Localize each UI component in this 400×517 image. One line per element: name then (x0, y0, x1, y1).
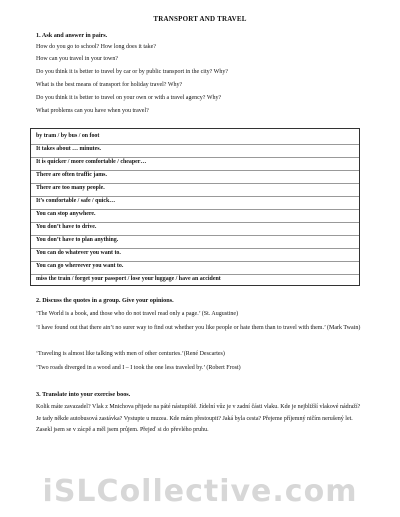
page-title: TRANSPORT AND TRAVEL (153, 15, 247, 23)
phrase-item: You don’t have to plan anything. (36, 237, 119, 243)
quote-3: ‘Traveling is almost like talking with men of other centuries.’(René Descartes) (36, 351, 225, 357)
phrase-item: It takes about … minutes. (36, 146, 101, 152)
phrases-box (30, 128, 360, 286)
question-5: Do you think it is better to travel on your own or with a travel agency? Why? (36, 95, 222, 101)
translation-text: Kolik máte zavazadel? Vlak z Mnichova přijede na páté nástupiště. Jídelní vůz je v zadní části vlaku. Kde je nejbližší vlakové nádraží? Je tady někde autobusová zastávka? Vystupte u muzea. Kde mám přestoupit? Jaká byla cesta? Přejeme příjemný ničím nerušený let. Zasekl jsem se v zácpě a měl jsem průjem. Přejeď si do převlého pruhu. (36, 404, 361, 433)
quote-4: ‘Two roads diverged in a wood and I – I took the one less traveled by.’ (Robert Frost) (36, 365, 241, 371)
question-2: How can you travel in your town? (36, 56, 118, 62)
question-3: Do you think it is better to travel by car or by public transport in the city? Why? (36, 69, 229, 75)
phrase-item: You don’t have to drive. (36, 224, 97, 230)
quote-1: ‘The World is a book, and those who do not travel read only a page.’ (St. Augustine) (36, 311, 239, 317)
section-1-heading: 1. Ask and answer in pairs. (36, 32, 108, 39)
phrase-item: miss the train / forget your passport / lose your luggage / have an accident (36, 276, 221, 282)
question-1: How do you go to school? How long does it take? (36, 44, 156, 50)
section-3-heading: 3. Translate into your exercise boos. (36, 391, 131, 398)
phrase-item: You can stop anywhere. (36, 211, 96, 217)
phrase-item: There are too many people. (36, 185, 105, 191)
phrase-item: It’s comfortable / safe / quick… (36, 198, 116, 204)
quote-2: ‘I have found out that there ain’t no surer way to find out whether you like people or hate them than to travel with them.’ (Mark Twain) (36, 325, 361, 331)
phrase-item: It is quicker / more comfortable / cheaper… (36, 159, 147, 165)
phrase-item: You can do whatever you want to. (36, 250, 121, 256)
phrase-item: There are often traffic jams. (36, 172, 107, 178)
question-6: What problems can you have when you travel? (36, 108, 149, 114)
section-2-heading: 2. Discuss the quotes in a group. Give your opinions. (36, 297, 174, 304)
phrase-item: by tram / by bus / on foot (36, 133, 100, 139)
question-4: What is the best means of transport for holiday travel? Why? (36, 82, 183, 88)
phrase-item: You can go whereever you want to. (36, 263, 124, 269)
watermark-logo: iSLCollective.com (42, 474, 358, 509)
